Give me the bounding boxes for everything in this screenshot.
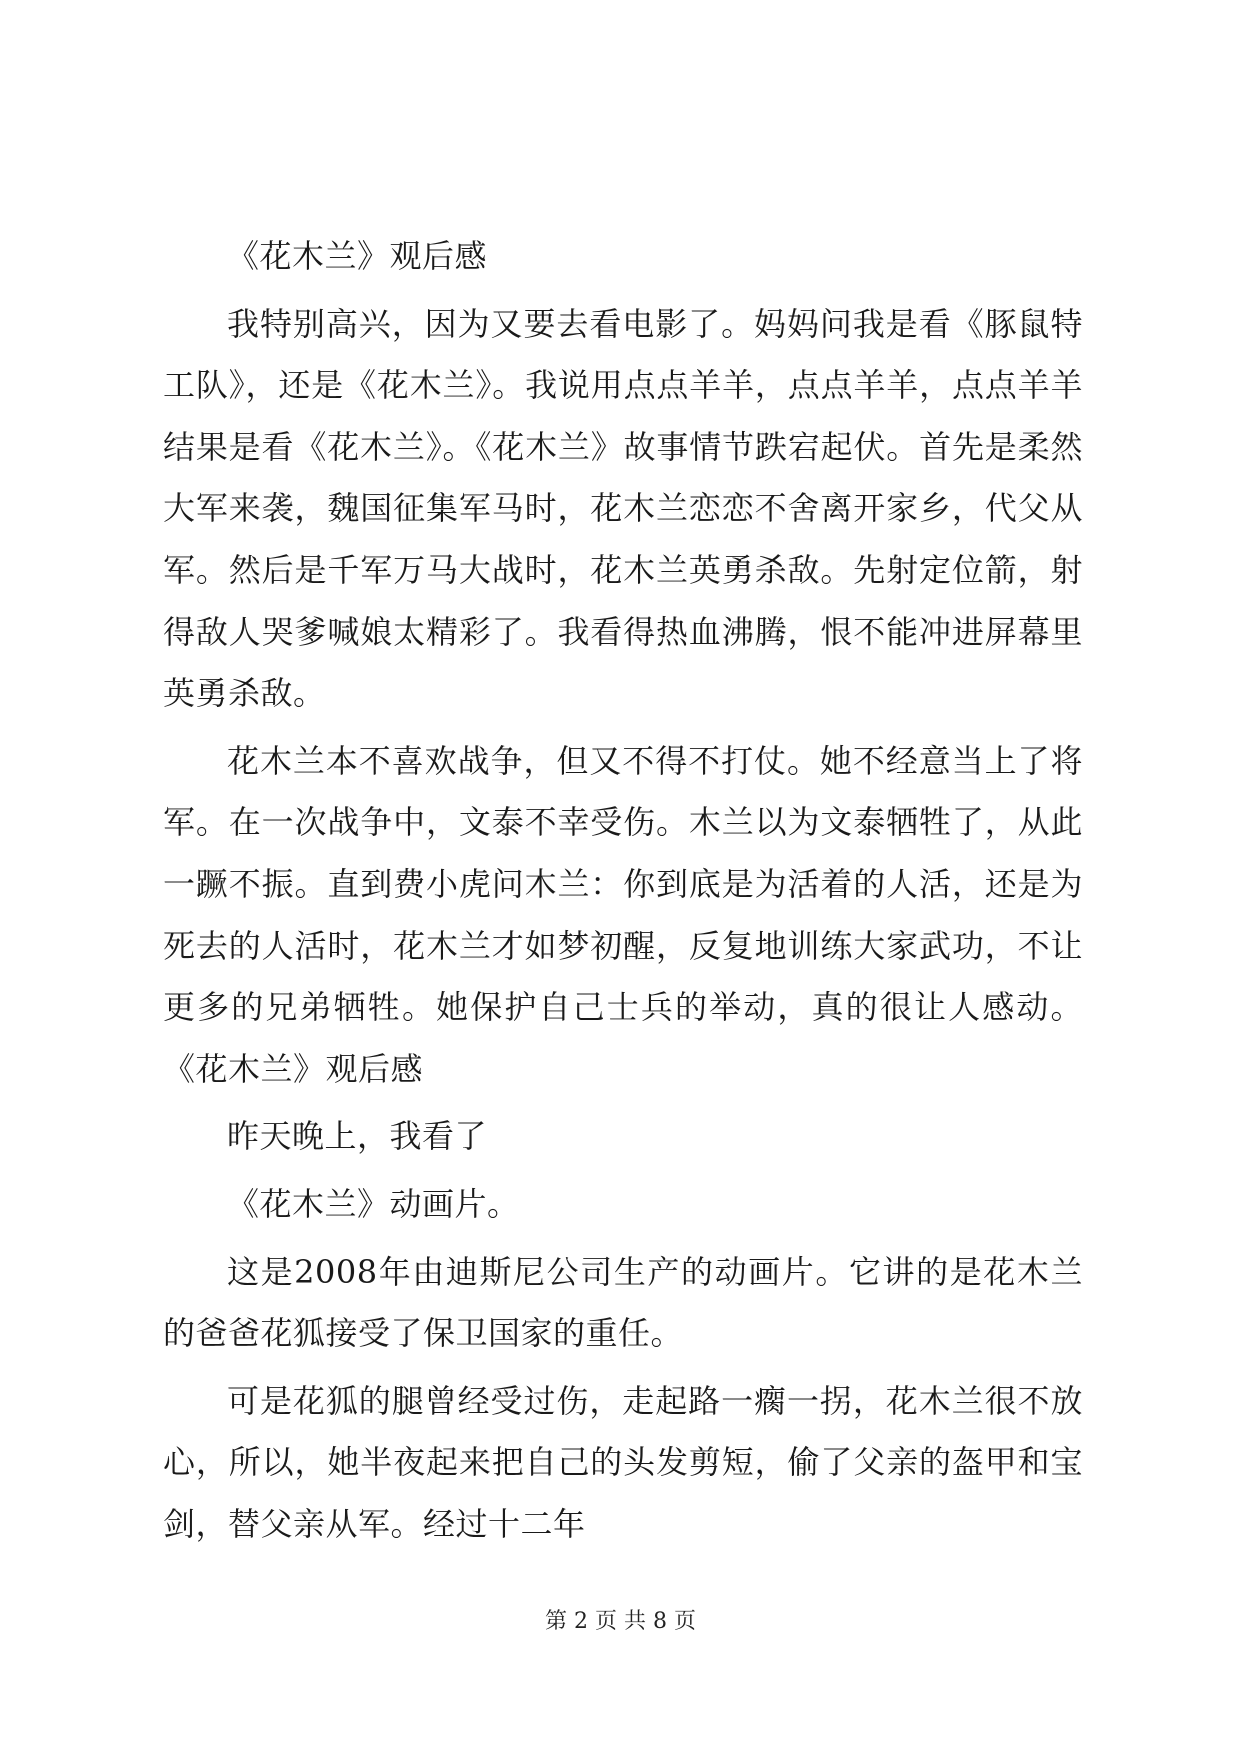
paragraph: 昨天晚上，我看了: [227, 1117, 488, 1156]
document-body: [163, 226, 1083, 1555]
page-number-footer: 第 2 页 共 8 页: [545, 1609, 696, 1634]
paragraph: 《花木兰》动画片。: [227, 1184, 520, 1223]
paragraph: 可是花狐的腿曾经受过伤，走起路一瘸一拐，花木兰很不放心，所以，她半夜起来把自己的头发剪短，偷了父亲的盔甲和宝剑，替父亲从军。经过十二年: [163, 1381, 1083, 1543]
paragraph-title: 《花木兰》观后感: [227, 237, 488, 275]
paragraph: 这是2008年由迪斯尼公司生产的动画片。它讲的是花木兰的爸爸花狐接受了保卫国家的重任。: [163, 1252, 1083, 1353]
paragraph: 花木兰本不喜欢战争，但又不得不打仗。她不经意当上了将军。在一次战争中，文泰不幸受伤。木兰以为文泰牺牲了，从此一蹶不振。直到费小虎问木兰：你到底是为活着的人活，还是为死去的人活时，花木兰才如梦初醒，反复地训练大家武功，不让更多的兄弟牺牲。她保护自己士兵的举动，真的很让人感动。《花木兰》观后感: [163, 741, 1083, 1088]
paragraph: 我特别高兴，因为又要去看电影了。妈妈问我是看《豚鼠特工队》，还是《花木兰》。我说用点点羊羊，点点羊羊，点点羊羊结果是看《花木兰》。《花木兰》故事情节跌宕起伏。首先是柔然大军来袭，魏国征集军马时，花木兰恋恋不舍离开家乡，代父从军。然后是千军万马大战时，花木兰英勇杀敌。先射定位箭，射得敌人哭爹喊娘太精彩了。我看得热血沸腾，恨不能冲进屏幕里英勇杀敌。: [163, 304, 1083, 713]
